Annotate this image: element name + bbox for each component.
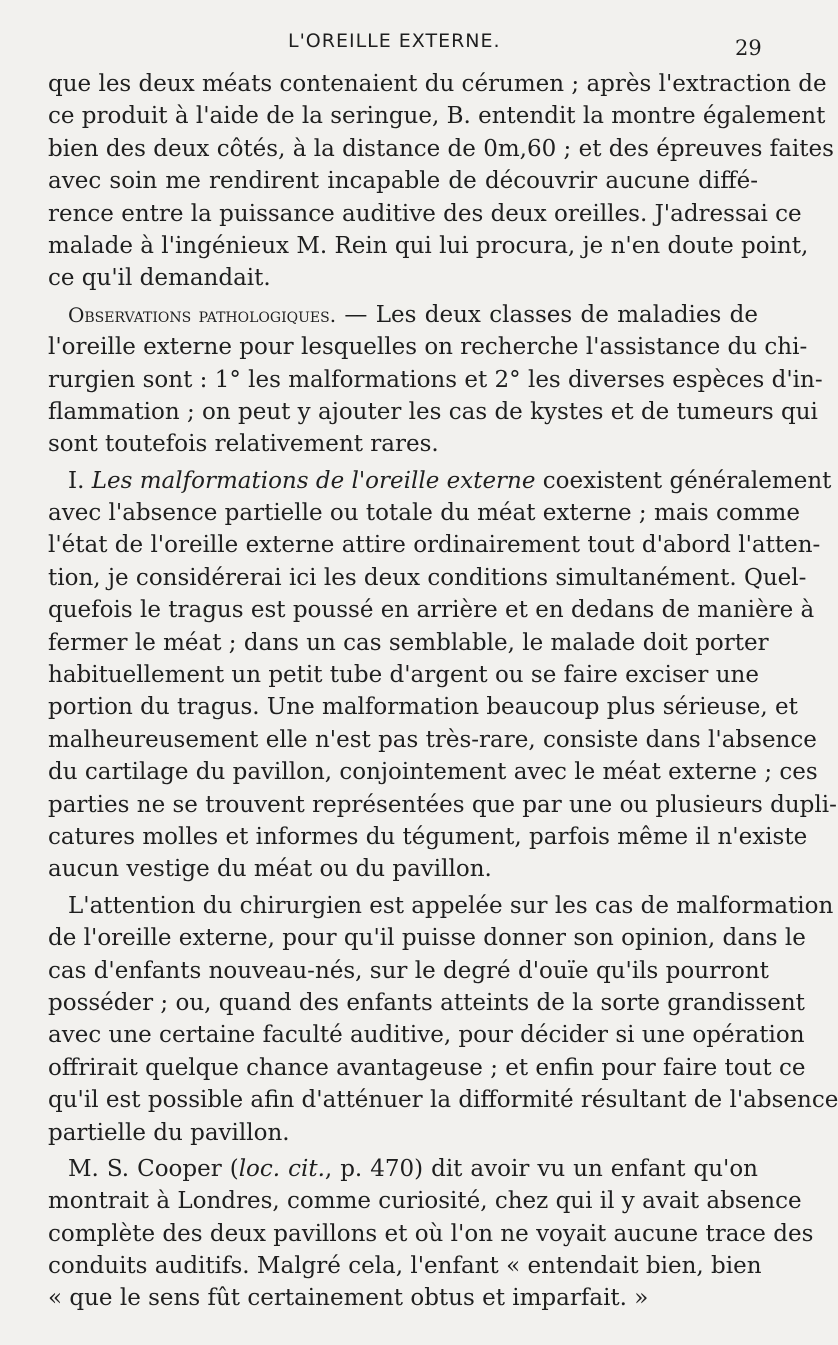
text-line: [48, 594, 815, 626]
line-text: avec soin me rendirent incapable de découvrir aucune diffé-: [48, 168, 758, 195]
line-text: rurgien sont : 1° les malformations et 2° les diverses espèces d'in-: [48, 366, 823, 393]
text-line: [48, 627, 769, 659]
text-line: [48, 1250, 762, 1282]
text-line: [48, 1153, 758, 1185]
text-line: [48, 428, 758, 460]
text-line: [48, 821, 808, 853]
line-prefix: I.: [68, 467, 92, 494]
line-text: , p. 470) dit avoir vu un enfant qu'on: [324, 1155, 758, 1182]
line-text: ce produit à l'aide de la seringue, B. entendit la montre également: [48, 103, 826, 130]
text-line: [48, 1282, 758, 1314]
text-line: [48, 987, 805, 1019]
line-text: fermer le méat ; dans un cas semblable, le malade doit porter: [48, 629, 769, 656]
line-text: bien des deux côtés, à la distance de 0m,60 ; et des épreuves faites: [48, 135, 834, 162]
line-text: flammation ; on peut y ajouter les cas de kystes et de tumeurs qui: [48, 398, 818, 425]
text-line: [48, 1052, 806, 1084]
line-text: posséder ; ou, quand des enfants atteints de la sorte grandissent: [48, 989, 805, 1016]
line-text: — Les deux classes de maladies de: [336, 301, 758, 328]
text-line: [48, 724, 817, 756]
text-line: [48, 230, 809, 262]
text-line: [48, 756, 818, 788]
paragraph: [48, 299, 823, 461]
line-text: avec une certaine faculté auditive, pour décider si une opération: [48, 1022, 805, 1049]
text-line: [48, 1019, 805, 1051]
text-line: [48, 364, 823, 396]
text-line: [48, 198, 802, 230]
paragraph: [48, 465, 837, 886]
line-text: du cartilage du pavillon, conjointement avec le méat externe ; ces: [48, 759, 818, 786]
paragraph: [48, 890, 838, 1149]
line-text: L'attention du chirurgien est appelée sur les cas de malformation: [68, 892, 834, 919]
text-line: [48, 1185, 802, 1217]
paragraph: [48, 1153, 814, 1315]
line-text: portion du tragus. Une malformation beaucoup plus sérieuse, et: [48, 694, 798, 721]
line-text: partielle du pavillon.: [48, 1119, 290, 1146]
line-text: cas d'enfants nouveau-nés, sur le degré d'ouïe qu'ils pourront: [48, 957, 769, 984]
section-heading: Observations pathologiques.: [68, 302, 337, 327]
line-text: malade à l'ingénieux M. Rein qui lui procura, je n'en doute point,: [48, 232, 809, 259]
text-line: [48, 1084, 838, 1116]
running-title: L'OREILLE EXTERNE.: [288, 30, 501, 52]
line-text: parties ne se trouvent représentées que par une ou plusieurs dupli-: [48, 791, 837, 818]
page-number: 29: [735, 36, 762, 60]
italic-text: loc. cit.: [238, 1155, 325, 1182]
line-text: coexistent généralement: [535, 467, 832, 494]
line-text: que les deux méats contenaient du cérumen ; après l'extraction de: [48, 71, 827, 97]
page-header: [0, 30, 800, 64]
line-text: « que le sens fût certainement obtus et imparfait. »: [48, 1285, 649, 1312]
page-body: [48, 68, 838, 1315]
text-line: [48, 659, 758, 691]
line-text: conduits auditifs. Malgré cela, l'enfant « entendait bien, bien: [48, 1253, 762, 1280]
text-line: [48, 955, 769, 987]
line-text: catures molles et informes du tégument, parfois même il n'existe: [48, 823, 808, 850]
line-text: ce qu'il demandait.: [48, 265, 271, 292]
line-text: malheureusement elle n'est pas très-rare, consiste dans l'absence: [48, 726, 817, 753]
text-line: [48, 133, 834, 165]
text-line: [48, 299, 758, 331]
text-line: [48, 1117, 758, 1149]
line-text: rence entre la puissance auditive des deux oreilles. J'adressai ce: [48, 200, 802, 227]
text-line: [48, 396, 818, 428]
text-line: [48, 331, 808, 363]
paragraph: [48, 68, 834, 295]
text-line: [48, 68, 827, 100]
line-text: qu'il est possible afin d'atténuer la difformité résultant de l'absence: [48, 1087, 838, 1114]
line-text: quefois le tragus est poussé en arrière et en dedans de manière à: [48, 597, 815, 624]
line-text: offrirait quelque chance avantageuse ; et enfin pour faire tout ce: [48, 1054, 806, 1081]
text-line: [48, 853, 758, 885]
text-line: [48, 529, 821, 561]
text-line: [48, 922, 806, 954]
line-text: l'oreille externe pour lesquelles on recherche l'assistance du chi-: [48, 334, 808, 361]
text-line: [48, 562, 807, 594]
line-text: sont toutefois relativement rares.: [48, 431, 439, 458]
line-text: complète des deux pavillons et où l'on ne voyait aucune trace des: [48, 1220, 814, 1247]
line-text: de l'oreille externe, pour qu'il puisse donner son opinion, dans le: [48, 925, 806, 952]
text-line: [48, 165, 758, 197]
line-text: montrait à Londres, comme curiosité, chez qui il y avait absence: [48, 1188, 802, 1215]
line-text: aucun vestige du méat ou du pavillon.: [48, 856, 492, 883]
italic-text: Les malformations de l'oreille externe: [91, 467, 536, 494]
text-line: [48, 262, 758, 294]
line-text: tion, je considérerai ici les deux conditions simultanément. Quel-: [48, 564, 807, 591]
line-text: l'état de l'oreille externe attire ordinairement tout d'abord l'atten-: [48, 532, 821, 559]
text-line: [48, 890, 834, 922]
text-line: [48, 100, 826, 132]
text-line: [48, 691, 798, 723]
text-line: [48, 1218, 814, 1250]
line-text: avec l'absence partielle ou totale du méat externe ; mais comme: [48, 500, 800, 527]
line-prefix: M. S. Cooper (: [68, 1155, 239, 1182]
text-line: [48, 789, 837, 821]
text-line: [48, 497, 800, 529]
text-line: [48, 465, 832, 497]
line-text: habituellement un petit tube d'argent ou se faire exciser une: [48, 662, 759, 689]
